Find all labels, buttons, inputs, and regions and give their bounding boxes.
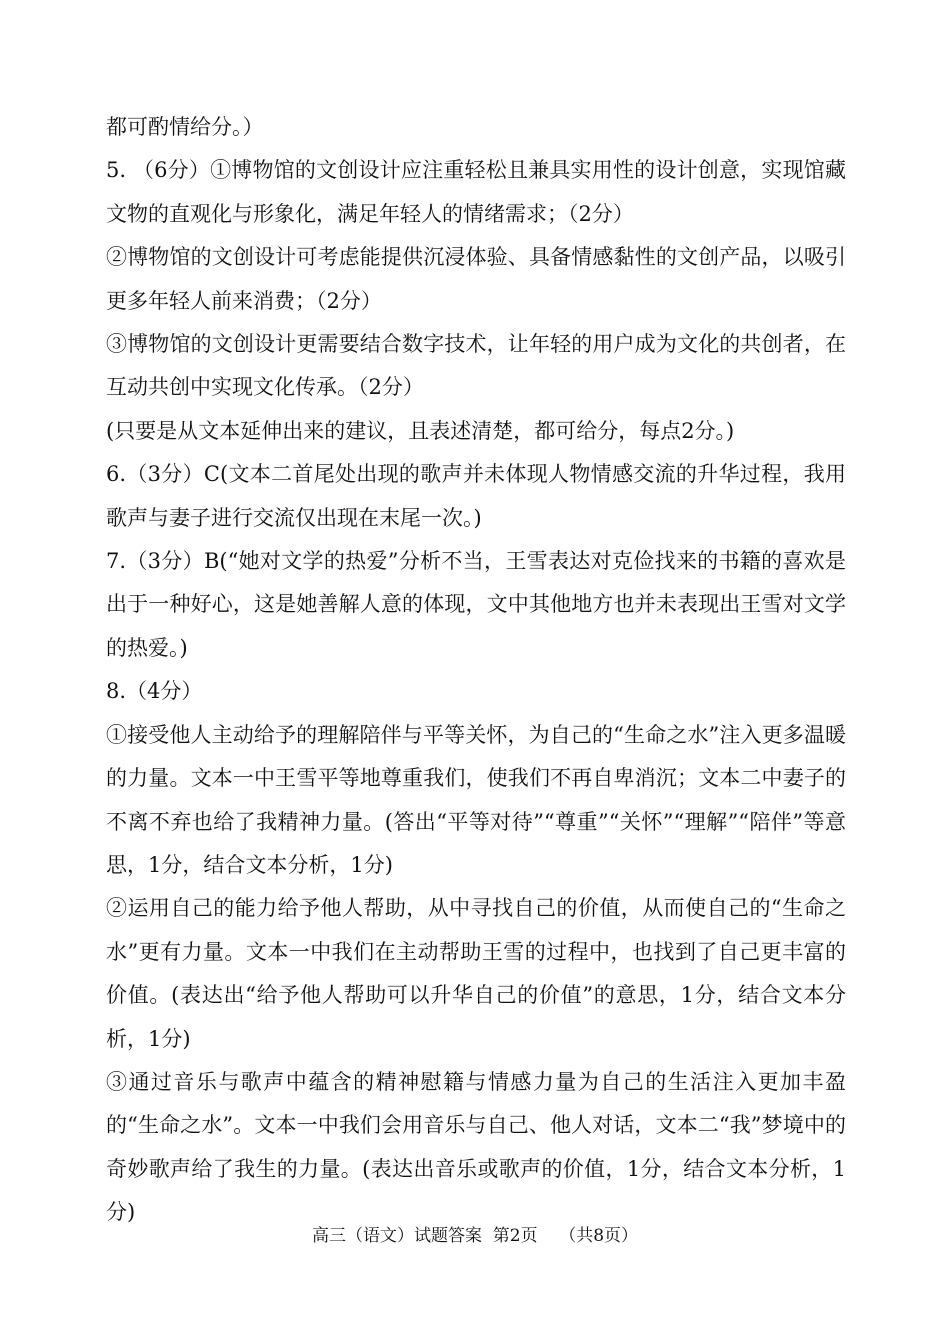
answer-8-point-1: ①接受他人主动给予的理解陪伴与平等关怀，为自己的“生命之水”注入更多温暖的力量。文本一中王雪平等地尊重我们，使我们不再自卑消沉；文本二中妻子的不离不弃也给了我精神力量。(答出“平等对待”“尊重”“关怀”“理解”“陪伴”等意思，1分，结合文本分析，1分)	[106, 722, 846, 877]
answer-6: 6.（3分）C(文本二首尾处出现的歌声并未体现人物情感交流的升华过程，我用歌声与妻子进行交流仅出现在末尾一次。)	[106, 462, 846, 530]
answer-5-point-3: ③博物馆的文创设计更需要结合数字技术，让年轻的用户成为文化的共创者，在互动共创中实现文化传承。（2分）	[106, 332, 846, 400]
paragraph-continuation: 都可酌情给分。）	[106, 115, 264, 139]
answer-8-point-3: ③通过音乐与歌声中蕴含的精神慰籍与情感力量为自己的生活注入更加丰盈的“生命之水”。文本一中我们会用音乐与自己、他人对话，文本二“我”梦境中的奇妙歌声给了我生的力量。(表达出音乐或歌声的价值，1分，结合文本分析，1分)	[106, 1069, 846, 1225]
answer-8-heading: 8.（4分）	[106, 679, 203, 704]
page-footer: 高三（语文）试题答案 第2页 （共8页）	[311, 1226, 639, 1246]
answer-8-point-2: ②运用自己的能力给予他人帮助，从中寻找自己的价值，从而使自己的“生命之水”更有力量。文本一中我们在主动帮助王雪的过程中，也找到了自己更丰富的价值。(表达出“给予他人帮助可以升华自己的价值”的意思，1分，结合文本分析，1分)	[106, 896, 846, 1051]
answer-5-point-1: 5. （6分）①博物馆的文创设计应注重轻松且兼具实用性的设计创意，实现馆藏文物的直观化与形象化，满足年轻人的情绪需求；（2分）	[106, 158, 846, 226]
answer-7: 7.（3分）B(“她对文学的热爱”分析不当，王雪表达对克俭找来的书籍的喜欢是出于一种好心，这是她善解人意的体现，文中其他地方也并未表现出王雪对文学的热爱。)	[106, 549, 846, 660]
answer-5-point-2: ②博物馆的文创设计可考虑能提供沉浸体验、具备情感黏性的文创产品，以吸引更多年轻人前来消费；（2分）	[106, 245, 846, 313]
answer-5-note: (只要是从文本延伸出来的建议，且表述清楚，都可给分，每点2分。)	[106, 418, 735, 443]
answer-content	[106, 106, 846, 1235]
